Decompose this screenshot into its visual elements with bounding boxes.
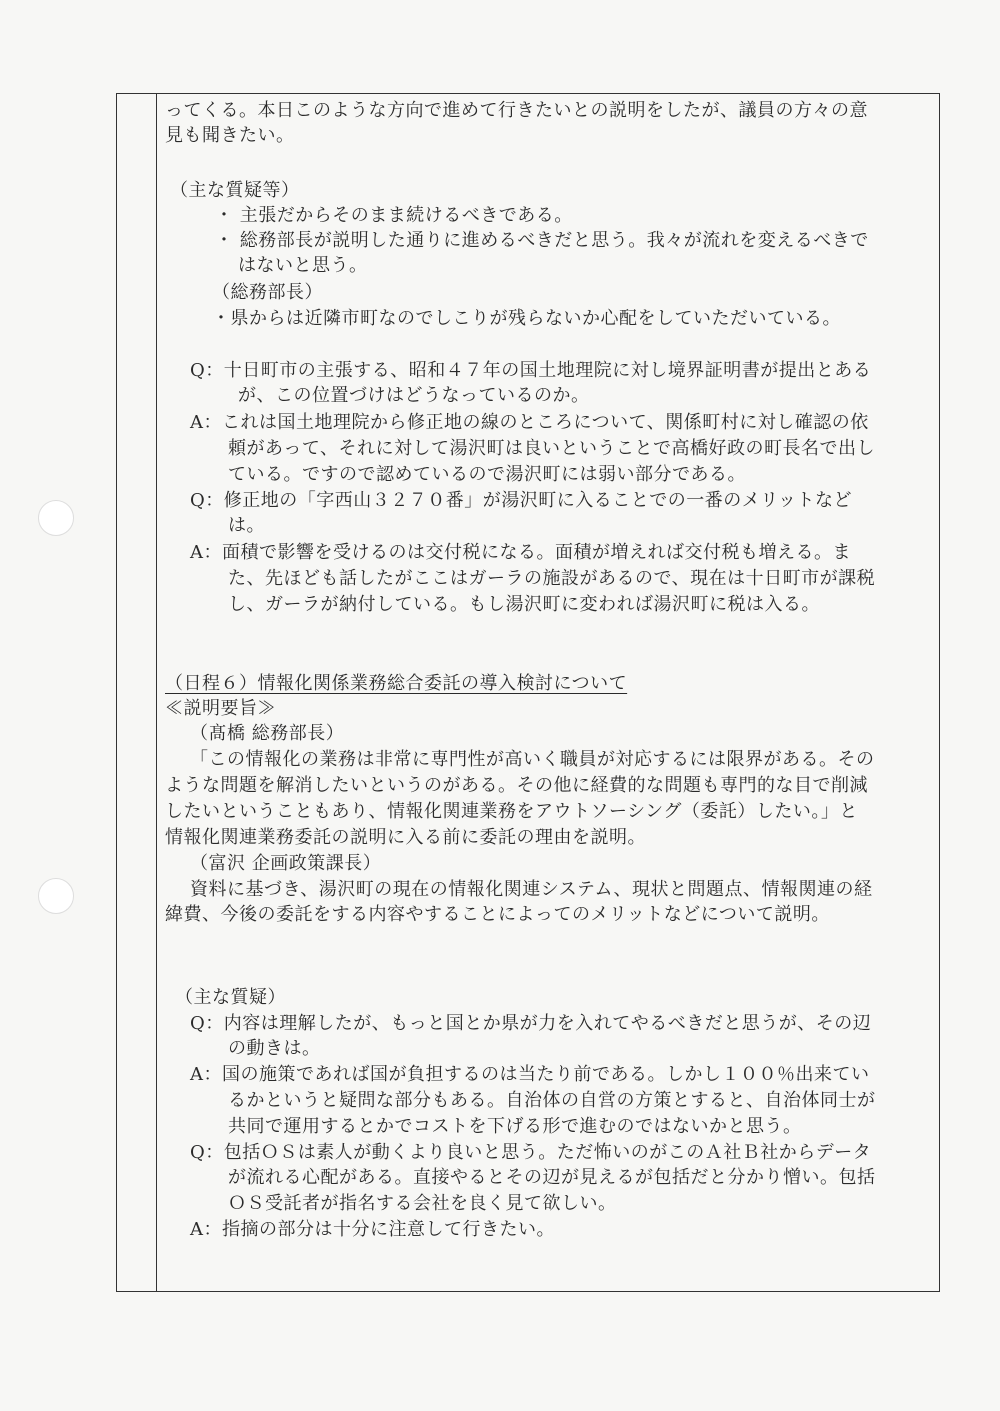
text-line: ような問題を解消したいというのがある。その他に経費的な問題も専門的な目で削減 <box>165 775 868 796</box>
text-line: た、先ほども話したがここはガーラの施設があるので、現在は十日町市が課税 <box>228 568 876 589</box>
question: Q：十日町市の主張する、昭和４７年の国土地理院に対し境界証明書が提出とある <box>190 360 872 381</box>
speaker-label: （富沢 企画政策課長） <box>190 853 382 874</box>
text-line: が流れる心配がある。直接やるとその辺が見えるが包括だと分かり憎い。包括 <box>228 1167 876 1188</box>
section-heading: （主な質疑等） <box>170 180 300 201</box>
text-line: 見も聞きたい。 <box>165 125 295 146</box>
text-line: ている。ですので認めているので湯沢町には弱い部分である。 <box>228 464 746 485</box>
text-line: 情報化関連業務委託の説明に入る前に委託の理由を説明。 <box>165 827 646 848</box>
answer: A：指摘の部分は十分に注意して行きたい。 <box>190 1219 555 1240</box>
text-line: 緯費、今後の委託をする内容やすることによってのメリットなどについて説明。 <box>165 904 830 925</box>
punch-hole-bottom <box>38 878 74 914</box>
punch-hole-top <box>38 500 74 536</box>
text-line: 頼があって、それに対して湯沢町は良いということで高橋好政の町長名で出し <box>228 438 875 459</box>
agenda-heading: （日程６）情報化関係業務総合委託の導入検討について <box>165 673 628 694</box>
speaker-label: （総務部長） <box>212 282 323 303</box>
bullet-item: ・県からは近隣市町なのでしこりが残らないか心配をしていただいている。 <box>212 308 841 329</box>
section-heading: ≪説明要旨≫ <box>165 698 276 719</box>
section-heading: （主な質疑） <box>175 987 286 1008</box>
question: Q：内容は理解したが、もっと国とか県が力を入れてやるべきだと思うが、その辺 <box>190 1013 872 1034</box>
bullet-item: ・ 主張だからそのまま続けるべきである。 <box>215 205 573 226</box>
text-line: ＯＳ受託者が指名する会社を良く見て欲しい。 <box>228 1193 617 1214</box>
text-line: したいということもあり、情報化関連業務をアウトソーシング（委託）したい。」と <box>165 801 858 822</box>
text-line: るかというと疑問な部分もある。自治体の自営の方策とすると、自治体同士が <box>228 1090 876 1111</box>
text-line: は。 <box>228 515 265 536</box>
text-line: が、この位置づけはどうなっているのか。 <box>238 385 590 406</box>
question: Q：包括ＯＳは素人が動くより良いと思う。ただ怖いのがこのＡ社Ｂ社からデータ <box>190 1142 872 1163</box>
text-line: 「この情報化の業務は非常に専門性が高いく職員が対応するには限界がある。その <box>190 749 875 770</box>
answer: A：これは国土地理院から修正地の線のところについて、関係町村に対し確認の依 <box>190 412 869 433</box>
speaker-label: （髙橋 総務部長） <box>190 723 345 744</box>
text-line: 資料に基づき、湯沢町の現在の情報化関連システム、現状と問題点、情報関連の経 <box>190 879 873 900</box>
text-line: 共同で運用するとかでコストを下げる形で進むのではないかと思う。 <box>228 1116 802 1137</box>
text-line: し、ガーラが納付している。もし湯沢町に変われば湯沢町に税は入る。 <box>228 594 820 615</box>
left-column-divider <box>156 94 157 1291</box>
bullet-item: ・ 総務部長が説明した通りに進めるべきだと思う。我々が流れを変えるべきで <box>215 230 869 251</box>
text-line: の動きは。 <box>228 1038 321 1059</box>
question: Q：修正地の「字西山３２７０番」が湯沢町に入ることでの一番のメリットなど <box>190 490 853 511</box>
text-line: はないと思う。 <box>238 255 368 276</box>
answer: A：国の施策であれば国が負担するのは当たり前である。しかし１００％出来てい <box>190 1064 870 1085</box>
answer: A：面積で影響を受けるのは交付税になる。面積が増えれば交付税も増える。ま <box>190 542 851 563</box>
text-line: ってくる。本日このような方向で進めて行きたいとの説明をしたが、議員の方々の意 <box>165 100 868 121</box>
